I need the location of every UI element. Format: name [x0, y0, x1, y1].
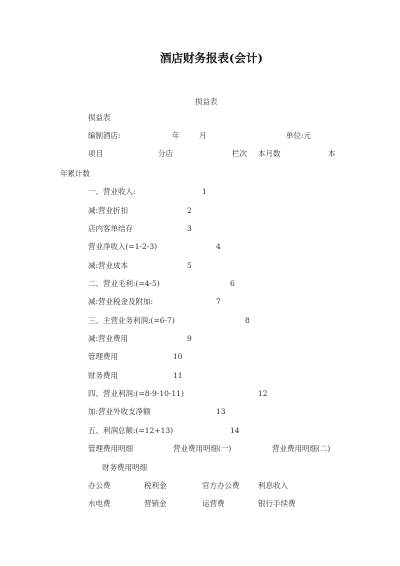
schedule-title: 财务费用明细 [102, 463, 147, 472]
year-label: 年 [172, 131, 180, 140]
line-item-number: 14 [230, 426, 240, 435]
report-subtitle: 损益表 [195, 97, 218, 106]
line-item-number: 9 [187, 334, 192, 343]
line-item-number: 8 [245, 316, 250, 325]
schedule-title: 营业费用明细(一) [173, 444, 232, 453]
line-item-label: 减:营业折扣 [88, 206, 129, 215]
line-item-number: 13 [216, 407, 226, 416]
line-item-number: 5 [187, 261, 192, 270]
column-header-ytd: 年累计数 [60, 169, 90, 178]
column-header-ben: 本 [328, 149, 336, 158]
expense-item: 税利金 [144, 481, 167, 490]
expense-item: 银行手续费 [258, 499, 296, 508]
line-item-label: 四、营业利润:(=8-9-10-11) [88, 389, 184, 398]
column-header-item: 项目 [88, 149, 103, 158]
line-item-label: 减:营业成本 [88, 261, 129, 270]
line-item-label: 加:营业外收支净额 [88, 407, 151, 416]
line-item-number: 1 [202, 187, 207, 196]
line-item-number: 3 [187, 224, 192, 233]
expense-item: 官方办公费 [202, 481, 240, 490]
expense-item: 水电费 [88, 499, 111, 508]
month-label: 月 [199, 131, 207, 140]
line-item-label: 二、营业毛利:(=4-5) [88, 279, 160, 288]
section-heading: 损益表 [88, 113, 111, 122]
line-item-number: 12 [258, 389, 268, 398]
schedule-title: 管理费用明细 [88, 444, 133, 453]
unit-label: 单位:元 [286, 131, 312, 140]
document-title: 酒店财务报表(会计) [160, 51, 263, 65]
line-item-label: 财务费用 [88, 371, 118, 380]
line-item-label: 管理费用 [88, 352, 118, 361]
expense-item: 利息收入 [258, 481, 288, 490]
schedule-title: 营业费用明细(二) [272, 444, 331, 453]
column-header-line: 栏次 [232, 149, 247, 158]
expense-item: 营销金 [144, 499, 167, 508]
line-item-number: 2 [187, 206, 192, 215]
line-item-label: 三、主营业务利润:(=6-7) [88, 316, 175, 325]
line-item-label: 五、利润总额:(=12+13) [88, 426, 174, 435]
expense-item: 办公费 [88, 481, 111, 490]
column-header-branch: 分店 [158, 149, 173, 158]
line-item-label: 店内客单结存 [88, 224, 133, 233]
line-item-number: 6 [230, 279, 235, 288]
line-item-label: 减:营业税金及附加: [88, 297, 154, 306]
line-item-number: 11 [173, 371, 183, 380]
column-header-month: 本月数 [258, 149, 281, 158]
line-item-label: 减:营业费用 [88, 334, 129, 343]
line-item-number: 10 [173, 352, 183, 361]
expense-item: 运营费 [202, 499, 225, 508]
line-item-label: 营业净收入(=1-2-3) [88, 242, 158, 251]
line-item-label: 一、营业收入: [88, 187, 136, 196]
hotel-label: 编制酒店: [88, 131, 121, 140]
line-item-number: 7 [216, 297, 221, 306]
line-item-number: 4 [216, 242, 221, 251]
